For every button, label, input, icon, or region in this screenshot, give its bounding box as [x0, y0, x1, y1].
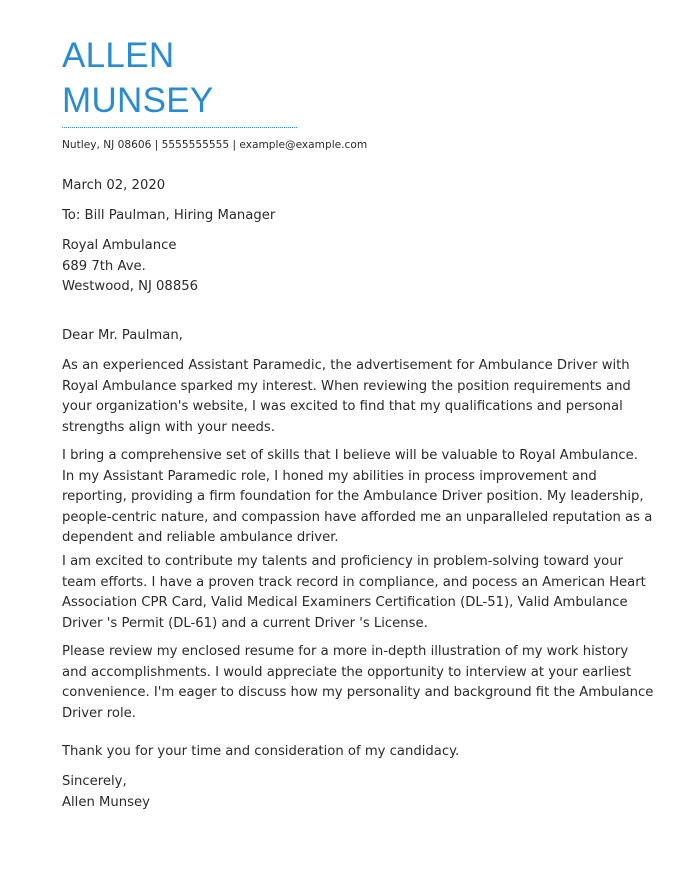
paragraph-4 — [62, 642, 654, 724]
salutation: Dear Mr. Paulman, — [62, 328, 183, 343]
signature-block — [62, 772, 647, 813]
last-name: MUNSEY — [62, 81, 214, 120]
paragraph-line: team efforts. I have a proven track record in compliance, and pocess an American Heart — [62, 574, 646, 590]
paragraph-line: Royal Ambulance sparked my interest. When reviewing the position requirements and — [62, 378, 631, 394]
paragraph-line: reporting, providing a firm foundation for the Ambulance Driver position. My leadership, — [62, 489, 644, 504]
paragraph-1 — [62, 356, 647, 438]
recipient-address — [62, 236, 647, 298]
address-line: Royal Ambulance — [62, 238, 177, 253]
paragraph-line: convenience. I'm eager to discuss how my personality and background fit the Ambulance — [62, 685, 654, 700]
paragraph-line: people-centric nature, and compassion have afforded me an unparalleled reputation as a — [62, 509, 653, 525]
letter-date: March 02, 2020 — [62, 178, 166, 193]
paragraph-line: dependent and reliable ambulance driver. — [62, 530, 339, 545]
paragraph-line: Driver role. — [62, 705, 136, 721]
paragraph-line: In my Assistant Paramedic role, I honed my abilities in process improvement and — [62, 468, 597, 484]
closing-note: Thank you for your time and consideration of my candidacy. — [62, 744, 460, 759]
paragraph-line: your organization's website, I was excited to find that my qualifications and personal — [62, 399, 623, 414]
paragraph-line: and accomplishments. I would appreciate the opportunity to interview at your earliest — [62, 664, 632, 680]
paragraph-line: As an experienced Assistant Paramedic, the advertisement for Ambulance Driver with — [62, 358, 630, 373]
address-line: 689 7th Ave. — [62, 258, 146, 274]
paragraph-line: Association CPR Card, Valid Medical Examiners Certification (DL-51), Valid Ambulance — [62, 595, 628, 610]
paragraph-line: I am excited to contribute my talents and proficiency in problem-solving toward your — [62, 554, 624, 569]
signature-name: Allen Munsey — [62, 794, 150, 810]
applicant-name — [62, 33, 214, 123]
sign-off: Sincerely, — [62, 774, 127, 789]
paragraph-2 — [62, 446, 653, 549]
paragraph-3 — [62, 552, 647, 634]
paragraph-line: Please review my enclosed resume for a more in-depth illustration of my work history — [62, 644, 629, 659]
address-line: Westwood, NJ 08856 — [62, 279, 198, 294]
recipient-line: To: Bill Paulman, Hiring Manager — [62, 208, 276, 223]
paragraph-line: I bring a comprehensive set of skills that I believe will be valuable to Royal Ambulance. — [62, 448, 638, 463]
contact-info: Nutley, NJ 08606 | 5555555555 | example@example.com — [62, 139, 368, 151]
paragraph-line: strengths align with your needs. — [62, 419, 275, 435]
first-name: ALLEN — [62, 36, 175, 75]
header-divider — [62, 127, 297, 128]
paragraph-line: Driver 's Permit (DL-61) and a current Driver 's License. — [62, 615, 428, 631]
